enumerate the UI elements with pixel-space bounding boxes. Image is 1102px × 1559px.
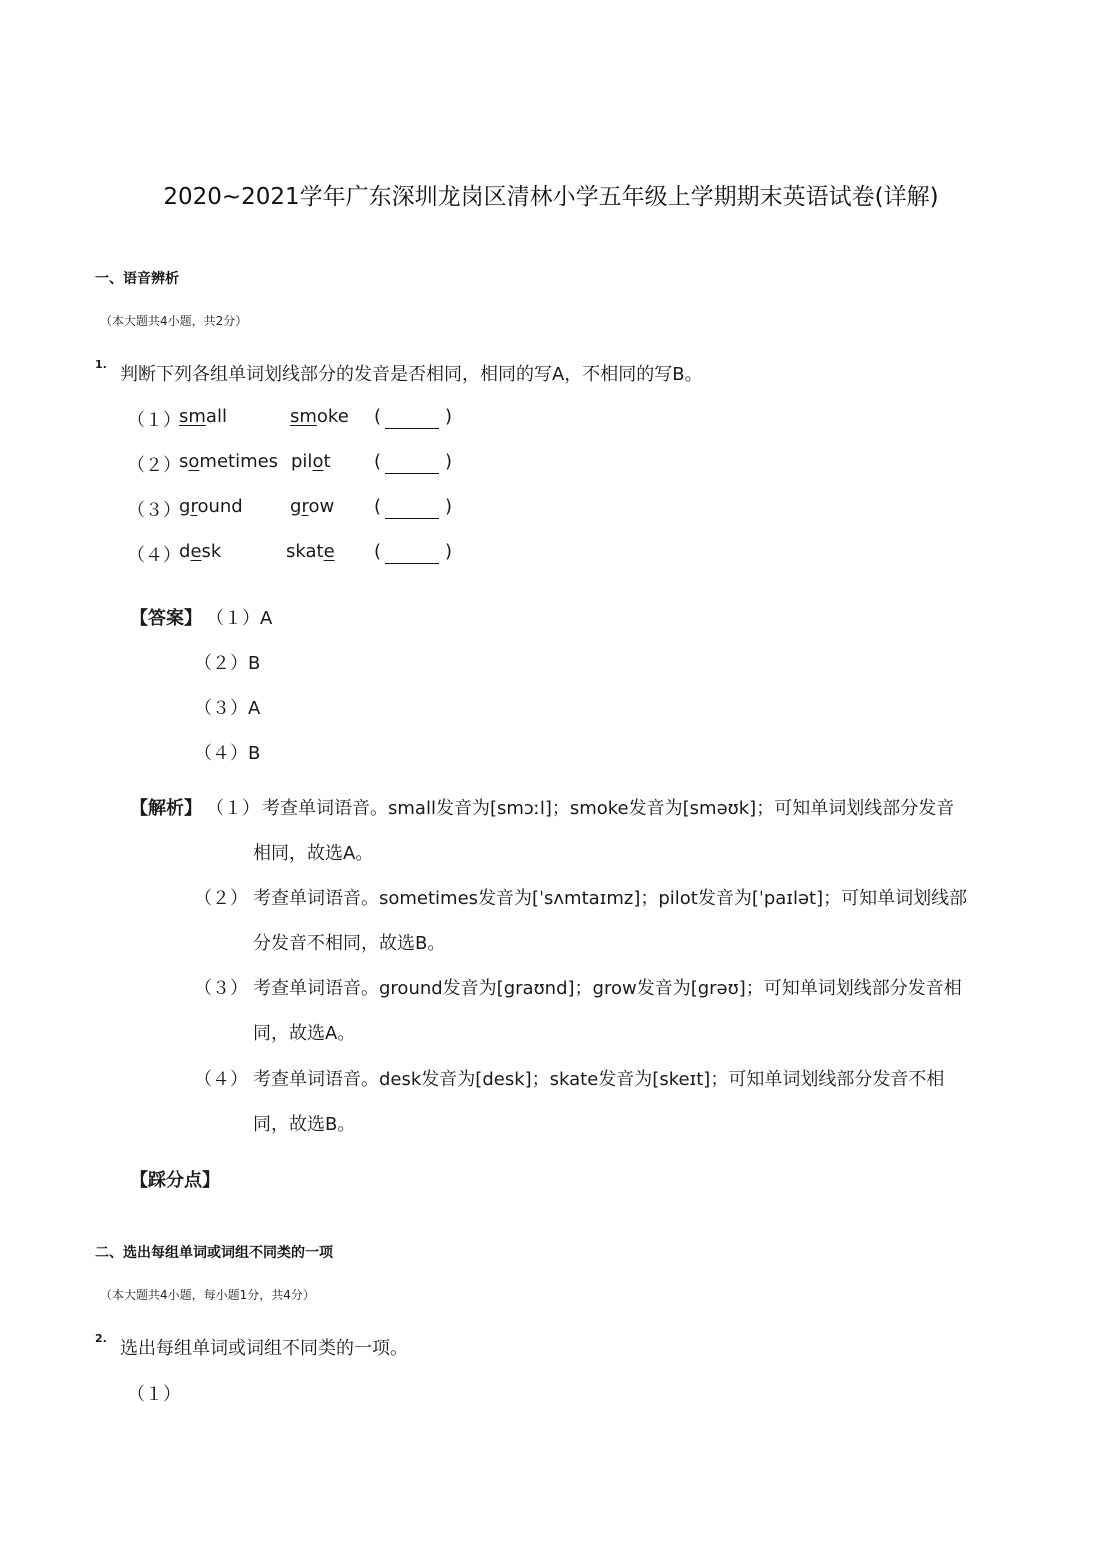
q2-text: 选出每组单词或词组不同类的一项。	[120, 1338, 408, 1359]
analysis-line: 考查单词语音。small发音为[smɔːl]；smoke发音为[sməʊk]；可知单词划线部分发音	[262, 798, 955, 819]
answer-blank	[385, 518, 439, 519]
q1-item-index: （４）	[127, 545, 181, 566]
q1-number: 1.	[95, 358, 107, 371]
open-paren: (	[374, 451, 382, 472]
q1-item-word2: pilot	[291, 451, 331, 472]
q1-item-index: （３）	[127, 500, 181, 521]
answer-blank	[385, 473, 439, 474]
q1-item-word1: small	[179, 406, 227, 427]
analysis-line: 考查单词语音。desk发音为[desk]；skate发音为[skeɪt]；可知单词划线部分发音不相	[253, 1069, 945, 1090]
q1-item-index: （２）	[127, 455, 181, 476]
q1-item-word1: sometimes	[179, 451, 279, 472]
points-label: 【踩分点】	[130, 1170, 220, 1191]
q2-item-index: （１）	[127, 1384, 181, 1405]
close-paren: )	[445, 541, 453, 562]
close-paren: )	[445, 451, 453, 472]
analysis-line: 同，故选A。	[253, 1023, 356, 1044]
analysis-label: 【解析】	[130, 798, 202, 819]
page-title: 2020~2021学年广东深圳龙岗区清林小学五年级上学期期末英语试卷(详解)	[163, 184, 939, 210]
open-paren: (	[374, 406, 382, 427]
q1-item-word2: grow	[290, 496, 335, 517]
q1-item-word1: ground	[179, 496, 243, 517]
analysis-line: 考查单词语音。sometimes发音为[ˈsʌmtaɪmz]；pilot发音为[ˈpaɪlət]；可知单词划线部	[253, 888, 968, 909]
close-paren: )	[445, 406, 453, 427]
analysis-line: 考查单词语音。ground发音为[graʊnd]；grow发音为[grəʊ]；可知单词划线部分发音相	[253, 978, 962, 999]
analysis-line: 同，故选B。	[253, 1114, 356, 1135]
answer-item: （４）B	[194, 743, 261, 764]
q1-item-word1: desk	[179, 541, 222, 562]
open-paren: (	[374, 496, 382, 517]
analysis-index: （２）	[194, 888, 248, 909]
answer-item: （２）B	[194, 653, 261, 674]
q1-item-word2: skate	[286, 541, 335, 562]
answer-item: （１）A	[206, 608, 273, 629]
q2-number: 2.	[95, 1332, 107, 1345]
answer-item: （３）A	[194, 698, 261, 719]
q1-item-index: （１）	[127, 410, 181, 431]
analysis-line: 相同，故选A。	[253, 843, 374, 864]
analysis-index: （４）	[194, 1069, 248, 1090]
open-paren: (	[374, 541, 382, 562]
answer-blank	[385, 428, 439, 429]
answer-label: 【答案】	[130, 608, 202, 629]
section1-heading: 一、语音辨析	[95, 271, 179, 287]
section2-heading: 二、选出每组单词或词组不同类的一项	[95, 1245, 333, 1261]
q1-text: 判断下列各组单词划线部分的发音是否相同，相同的写A，不相同的写B。	[120, 364, 703, 385]
analysis-index: （１）	[206, 798, 260, 819]
close-paren: )	[445, 496, 453, 517]
analysis-line: 分发音不相同，故选B。	[253, 933, 446, 954]
q1-item-word2: smoke	[290, 406, 349, 427]
section2-note: （本大题共4小题，每小题1分，共4分）	[100, 1288, 315, 1302]
analysis-index: （３）	[194, 978, 248, 999]
section1-note: （本大题共4小题，共2分）	[100, 314, 248, 328]
answer-blank	[385, 563, 439, 564]
